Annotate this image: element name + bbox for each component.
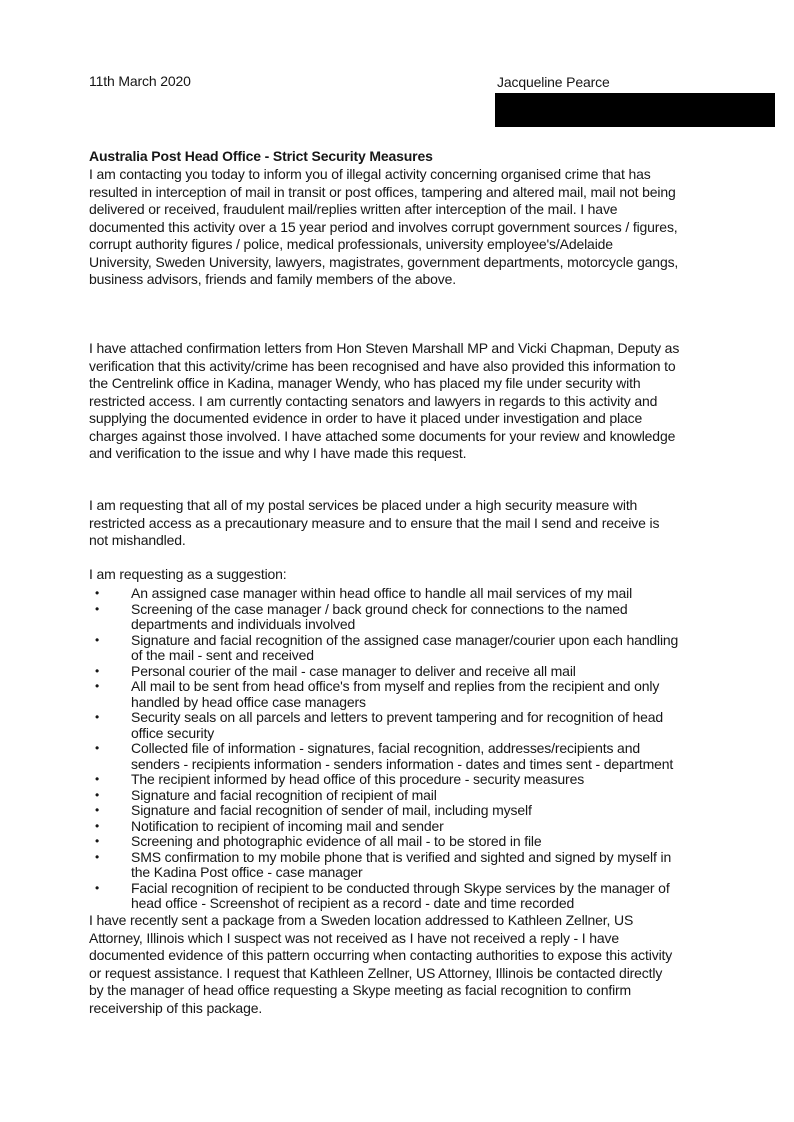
text-line: receivership of this package.: [89, 999, 263, 1016]
bullet-icon: •: [95, 632, 100, 647]
list-item: [95, 740, 678, 772]
list-item-text: handled by head office case managers: [131, 693, 366, 710]
paragraph-request: [89, 497, 659, 550]
letter-date: 11th March 2020: [89, 73, 191, 89]
text-line: corrupt authority figures / police, medical professionals, university employee's/Adelaide: [89, 236, 613, 252]
list-item-text: Personal courier of the mail - case manager to deliver and receive all mail: [131, 662, 576, 679]
list-item-text: Security seals on all parcels and letters to prevent tampering and for recognition of head: [131, 709, 664, 725]
bullet-icon: •: [95, 803, 100, 817]
paragraph-package: [89, 912, 672, 1017]
text-line: documented evidence of this pattern occurring when contacting authorities to expose this activity: [89, 947, 673, 963]
bullet-icon: •: [95, 772, 100, 786]
list-item-text: senders - recipients information - senders information - dates and times sent - department: [131, 755, 674, 772]
text-line: restricted access. I am currently contacting senators and lawyers in regards to this activity and: [89, 392, 658, 409]
list-item: [95, 786, 678, 804]
list-item: [95, 662, 678, 680]
text-line: documented this activity over a 15 year period and involves corrupt government sources / figures,: [89, 218, 678, 235]
bullet-icon: •: [95, 679, 100, 693]
bullet-icon: •: [95, 710, 100, 724]
text-line: restricted access as a precautionary measure and to ensure that the mail I send and receive is: [89, 514, 660, 531]
bullet-icon: •: [95, 601, 100, 616]
list-item: [95, 585, 678, 602]
list-item-text: Screening of the case manager / back ground check for connections to the named: [131, 600, 628, 617]
bullet-icon: •: [95, 741, 100, 755]
text-line: business advisors, friends and family members of the above.: [89, 271, 456, 287]
text-line: resulted in interception of mail in transit or post offices, tampering and altered mail, mail not being: [89, 183, 676, 200]
text-line: and verification to the issue and why I have made this request.: [89, 445, 467, 461]
list-item: [95, 848, 678, 881]
text-line: I am contacting you today to inform you of illegal activity concerning organised crime that has: [89, 166, 651, 182]
list-item-text: the Kadina Post office - case manager: [131, 864, 363, 880]
list-item: [95, 802, 678, 819]
list-item-text: office security: [131, 724, 215, 741]
list-item-text: departments and individuals involved: [131, 616, 356, 632]
list-item-text: Facial recognition of recipient to be conducted through Skype services by the manager of: [131, 879, 670, 896]
bullet-icon: •: [95, 834, 100, 848]
list-item-text: Screening and photographic evidence of all mail - to be stored in file: [131, 833, 542, 849]
list-item: [95, 879, 678, 912]
text-line: I am requesting as a suggestion:: [89, 566, 287, 582]
text-line: verification that this activity/crime has been recognised and have also provided this information to: [89, 357, 676, 374]
text-line: delivered or received, fraudulent mail/replies written after interception of the mail. I have: [89, 201, 618, 217]
list-item: [95, 833, 678, 850]
list-item: [95, 678, 678, 710]
list-item-text: SMS confirmation to my mobile phone that is verified and sighted and signed by myself in: [131, 848, 672, 865]
list-item-text: An assigned case manager within head office to handle all mail services of my mail: [131, 585, 633, 601]
text-line: the Centrelink office in Kadina, manager Wendy, who has placed my file under security with: [89, 375, 641, 391]
text-line: I have recently sent a package from a Sweden location addressed to Kathleen Zellner, US: [89, 912, 634, 928]
list-item-text: head office - Screenshot of recipient as a record - date and time recorded: [131, 895, 575, 911]
list-item-text: The recipient informed by head office of this procedure - security measures: [131, 771, 585, 787]
list-item: [95, 709, 678, 741]
bullet-icon: •: [95, 880, 100, 895]
list-item: [95, 771, 678, 788]
bullet-icon: •: [95, 663, 100, 678]
list-item-text: Signature and facial recognition of the assigned case manager/courier upon each handling: [131, 631, 679, 648]
redacted-address-block: [495, 93, 775, 127]
list-item: [95, 817, 678, 835]
text-line: I am requesting that all of my postal services be placed under a high security measure with: [89, 497, 638, 513]
list-item-text: of the mail - sent and received: [131, 647, 314, 663]
list-item-text: Collected file of information - signatures, facial recognition, addresses/recipients and: [131, 740, 640, 756]
text-line: I have attached confirmation letters from Hon Steven Marshall MP and Vicki Chapman, Deputy as: [89, 340, 680, 356]
text-line: charges against those involved. I have attached some documents for your review and knowledge: [89, 427, 676, 444]
text-line: not mishandled.: [89, 532, 186, 548]
sender-name: Jacqueline Pearce: [497, 74, 610, 90]
bullet-icon: •: [95, 849, 100, 864]
bullet-icon: •: [95, 787, 100, 802]
bullet-icon: •: [95, 586, 100, 600]
list-item-text: Signature and facial recognition of recipient of mail: [131, 786, 437, 803]
text-line: by the manager of head office requesting a Skype meeting as facial recognition to confirm: [89, 982, 632, 998]
text-line: Attorney, Illinois which I suspect was not received as I have not received a reply - I have: [89, 929, 620, 946]
paragraph-suggestion-intro: [89, 566, 287, 584]
paragraph-intro: [89, 166, 678, 289]
text-line: University, Sweden University, lawyers, magistrates, government departments, motorcycle gangs,: [89, 253, 679, 270]
list-item-text: All mail to be sent from head office's from myself and replies from the recipient and only: [131, 678, 660, 694]
paragraph-confirmation: [89, 340, 679, 463]
suggestion-list: [95, 585, 679, 912]
text-line: supplying the documented evidence in order to have it placed under investigation and place: [89, 410, 643, 426]
bullet-icon: •: [95, 818, 100, 833]
list-item-text: Notification to recipient of incoming mail and sender: [131, 817, 444, 834]
list-item: [95, 631, 679, 664]
text-line: or request assistance. I request that Kathleen Zellner, US Attorney, Illinois be contacted directly: [89, 964, 663, 981]
list-item-text: Signature and facial recognition of sender of mail, including myself: [131, 802, 532, 818]
letter-heading: Australia Post Head Office - Strict Security Measures: [89, 148, 433, 164]
list-item: [95, 600, 678, 633]
